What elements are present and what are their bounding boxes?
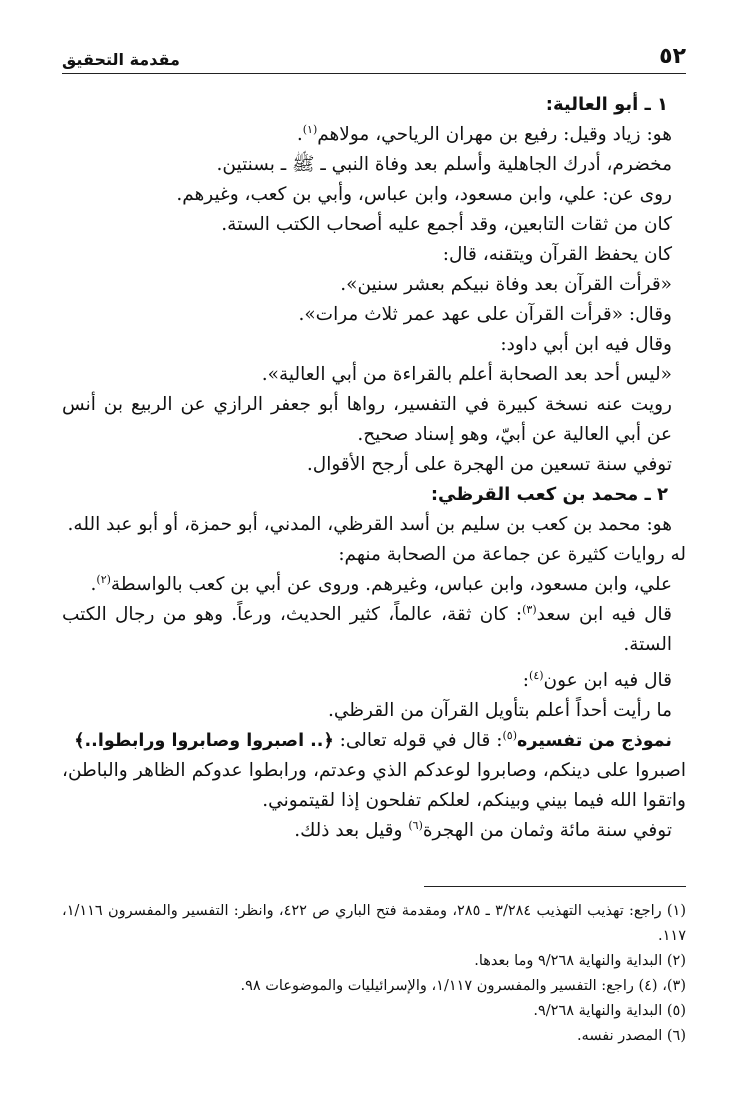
main-text — [62, 90, 686, 846]
paragraph: رويت عنه نسخة كبيرة في التفسير، رواها أبو جعفر الرازي عن الربيع بن أنس عن أبي العالية عن أبيّ، وهو إسناد صحيح. — [62, 394, 672, 445]
footnote: (٥) البداية والنهاية ٩/٢٦٨. — [533, 1003, 686, 1019]
footnote-rule — [424, 886, 686, 887]
footnote-ref[interactable]: (٤) — [529, 668, 544, 682]
paragraph — [62, 666, 686, 696]
text-line: : — [522, 670, 530, 691]
paragraph: هو: محمد بن كعب بن سليم بن أسد القرظي، المدني، أبو حمزة، أو أبو عبد الله. — [67, 514, 672, 535]
paragraph — [62, 120, 686, 150]
footnote-rule-wrap — [62, 886, 686, 899]
text-line: هو: زياد وقيل: رفيع بن مهران الرياحي، مولاهم — [317, 124, 672, 145]
paragraph: ما رأيت أحداً أعلم بتأويل القرآن من القرظي. — [327, 700, 672, 721]
footnote-ref[interactable]: (٢) — [96, 572, 111, 586]
quote: «قرأت القرآن بعد وفاة نبيكم بعشر سنين». — [340, 274, 672, 295]
paragraph — [62, 816, 686, 846]
footnote-ref[interactable]: (٣) — [522, 602, 537, 616]
sample-tafsir-label: نموذج من تفسيره — [517, 731, 672, 751]
text-line: قال فيه ابن سعد — [536, 604, 673, 625]
paragraph: اصبروا على دينكم، وصابروا لوعدكم الذي وعدتم، ورابطوا عدوكم الظاهر والباطن، واتقوا الله فيما بيني وبينكم، لعلكم تفلحون إذا لقيتموني. — [62, 760, 686, 811]
paragraph — [62, 600, 686, 660]
paragraph — [62, 570, 686, 600]
footnote: (٦) المصدر نفسه. — [576, 1028, 686, 1044]
paragraph: كان من ثقات التابعين، وقد أجمع عليه أصحاب الكتب الستة. — [221, 214, 672, 235]
text-line: : كان ثقة، عالماً، كثير الحديث، ورعاً. وهو من رجال الكتب الستة. — [62, 604, 672, 655]
text-line: : قال في قوله تعالى: — [333, 730, 503, 751]
running-header — [62, 34, 686, 74]
paragraph: وقال: «قرأت القرآن على عهد عمر ثلاث مرات». — [298, 304, 672, 325]
section-heading-muhammad-ibn-kab: ٢ ـ محمد بن كعب القرظي: — [430, 484, 668, 505]
footnote: (١) راجع: تهذيب التهذيب ٣/٢٨٤ ـ ٢٨٥، ومقدمة فتح الباري ص ٤٢٢، وانظر: التفسير والمفسرون ١/١١٦، ١١٧. — [62, 903, 687, 944]
paragraph: وقال فيه ابن أبي داود: — [500, 334, 672, 355]
page — [62, 34, 686, 1073]
footnote: (٢) البداية والنهاية ٩/٢٦٨ وما بعدها. — [474, 953, 686, 969]
quran-verse: ﴿.. اصبروا وصابروا ورابطوا..﴾ — [74, 731, 334, 751]
quote: «ليس أحد بعد الصحابة أعلم بالقراءة من أبي العالية». — [261, 364, 672, 385]
paragraph: روى عن: علي، وابن مسعود، وابن عباس، وأبي بن كعب، وغيرهم. — [176, 184, 672, 205]
footnote: (٣)، (٤) راجع: التفسير والمفسرون ١/١١٧، والإسرائيليات والموضوعات ٩٨. — [240, 978, 686, 994]
text-line: قال فيه ابن عون — [543, 670, 672, 691]
paragraph: له روايات كثيرة عن جماعة من الصحابة منهم: — [338, 544, 686, 565]
footnote-ref[interactable]: (٥) — [502, 728, 518, 742]
paragraph: كان يحفظ القرآن ويتقنه، قال: — [442, 244, 672, 265]
footnotes — [62, 886, 686, 1049]
text-line: . — [296, 124, 303, 145]
text-line: وقيل بعد ذلك. — [294, 820, 409, 841]
text-line: . — [90, 574, 97, 595]
paragraph: توفي سنة تسعين من الهجرة على أرجح الأقوال. — [306, 454, 672, 475]
footnote-ref[interactable]: (١) — [302, 122, 318, 136]
footnote-ref[interactable]: (٦) — [408, 818, 423, 832]
running-title: مقدمة التحقيق — [62, 50, 180, 69]
text-line: علي، وابن مسعود، وابن عباس، وغيرهم. وروى عن أبي بن كعب بالواسطة — [110, 574, 672, 595]
page-number: ٥٢ — [659, 44, 686, 69]
section-heading-abu-al-aliya: ١ ـ أبو العالية: — [545, 94, 668, 115]
paragraph: مخضرم، أدرك الجاهلية وأسلم بعد وفاة النبي ـ ﷺ ـ بسنتين. — [216, 154, 672, 175]
text-line: توفي سنة مائة وثمان من الهجرة — [422, 820, 672, 841]
paragraph — [62, 726, 686, 756]
